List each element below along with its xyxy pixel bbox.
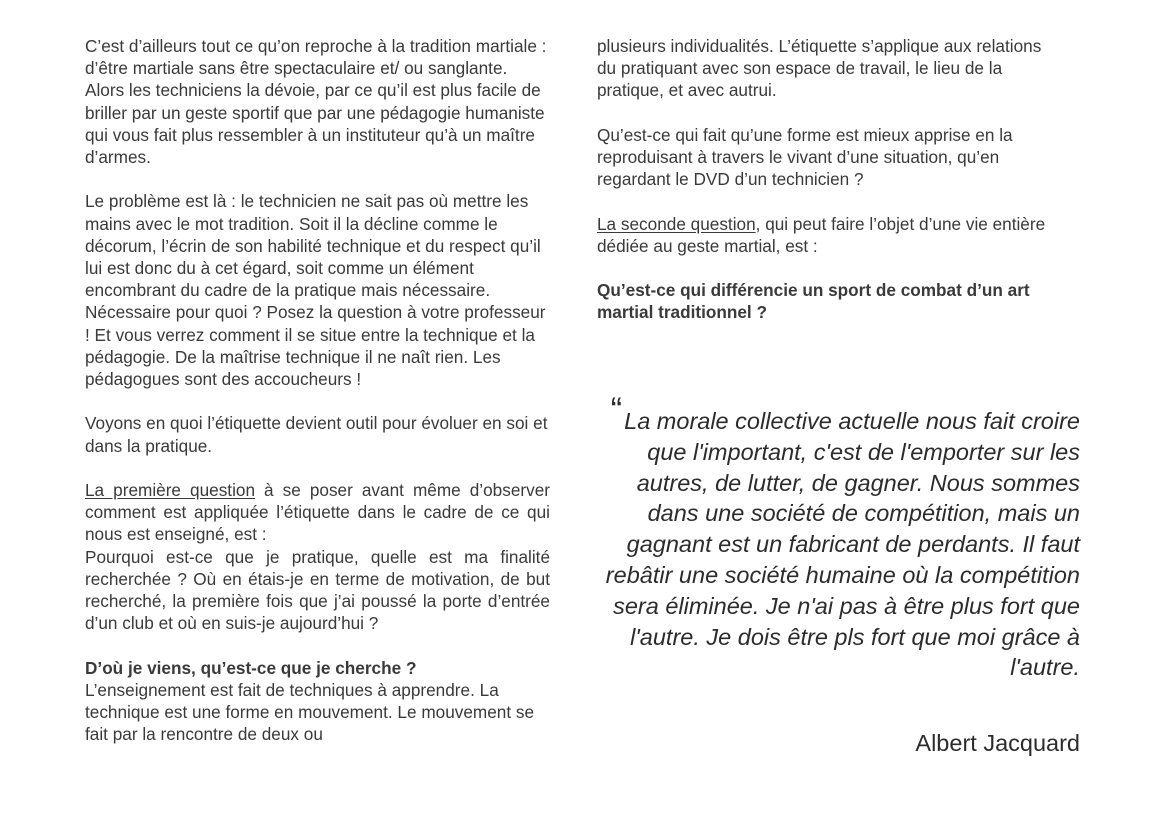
quotation-mark-icon: “	[610, 391, 623, 429]
enseignement-text: L’enseignement est fait de techniques à apprendre. La technique est une forme en mouvement. Le mouvement se fait par la rencontre de deux ou	[85, 679, 535, 745]
paragraph-premiere-question	[85, 479, 550, 634]
premiere-question-text: à se poser avant même d’observer comment est appliquée l’étiquette dans le cadre de ce qui nous est enseigné, est :	[85, 480, 550, 545]
left-column	[85, 35, 550, 768]
paragraph-forme-apprise: Qu’est-ce qui fait qu’une forme est mieux apprise en la reproduisant à travers le vivant d’une situation, qu’en regardant le DVD d’un technicien ?	[597, 124, 1013, 190]
quote-text: La morale collective actuelle nous fait croire que l'important, c'est de l'emporter sur les autres, de lutter, de gagner. Nous sommes dans une société de compétition, mais un gagnant est un fabricant de perdants. Il faut rebâtir une société humaine où la compétition sera éliminée. Je n'ai pas à être plus fort que l'autre. Je dois être pls fort que moi grâce à l'autre.	[605, 408, 1080, 681]
paragraph-probleme-technicien: Le problème est là : le technicien ne sait pas où mettre les mains avec le mot tradition. Soit il la décline comme le décorum, l’écrin de son habilité technique et du respect qu’il lui est donc du à cet égard, soit comme un élément encombrant du cadre de la pratique mais nécessaire. Nécessaire pour quoi ? Posez la question à votre professeur ! Et vous verrez comment il se situe entre la technique et la pédagogie. De la maîtrise technique il ne naît rien. Les pédagogues sont des accoucheurs !	[85, 191, 546, 390]
seconde-question-link[interactable]: La seconde question	[597, 213, 756, 234]
seconde-question-text: , qui peut faire l’objet d’une vie entière dédiée au geste martial, est :	[597, 213, 1046, 256]
paragraph-seconde-question	[597, 213, 1065, 257]
paragraph-tradition-martiale: C’est d’ailleurs tout ce qu’on reproche à la tradition martiale : d’être martiale sans être spectaculaire et/ ou sanglante. Alors les techniciens la dévoie, par ce qu’il est plus facile de briller par un geste sportif que par une pédagogie humaniste qui vous fait plus ressembler à un instituteur qu’à un maître d’armes.	[85, 36, 547, 168]
paragraph-etiquette-outil: Voyons en quoi l’étiquette devient outil pour évoluer en soi et dans la pratique.	[85, 413, 548, 456]
dou-je-viens-heading: D’où je viens, qu’est-ce que je cherche ?	[85, 657, 417, 678]
premiere-question-link[interactable]: La première question	[85, 480, 255, 501]
paragraph-dou-je-viens	[85, 657, 550, 746]
quote-author: Albert Jacquard	[915, 730, 1080, 756]
right-column	[597, 35, 1065, 346]
paragraph-individualites: plusieurs individualités. L’étiquette s’applique aux relations du pratiquant avec son espace de travail, le lieu de la pratique, et avec autrui.	[597, 36, 1042, 101]
question-sport-combat: Qu’est-ce qui différencie un sport de combat d’un art martial traditionnel ?	[597, 280, 1030, 323]
pourquoi-pratique-text: Pourquoi est-ce que je pratique, quelle est ma finalité recherchée ? Où en étais-je en terme de motivation, de but recherché, la première fois que j’ai poussé la porte d’entrée d’un club et où en suis-je aujourd’hui ?	[85, 546, 550, 634]
pull-quote	[600, 391, 1080, 683]
